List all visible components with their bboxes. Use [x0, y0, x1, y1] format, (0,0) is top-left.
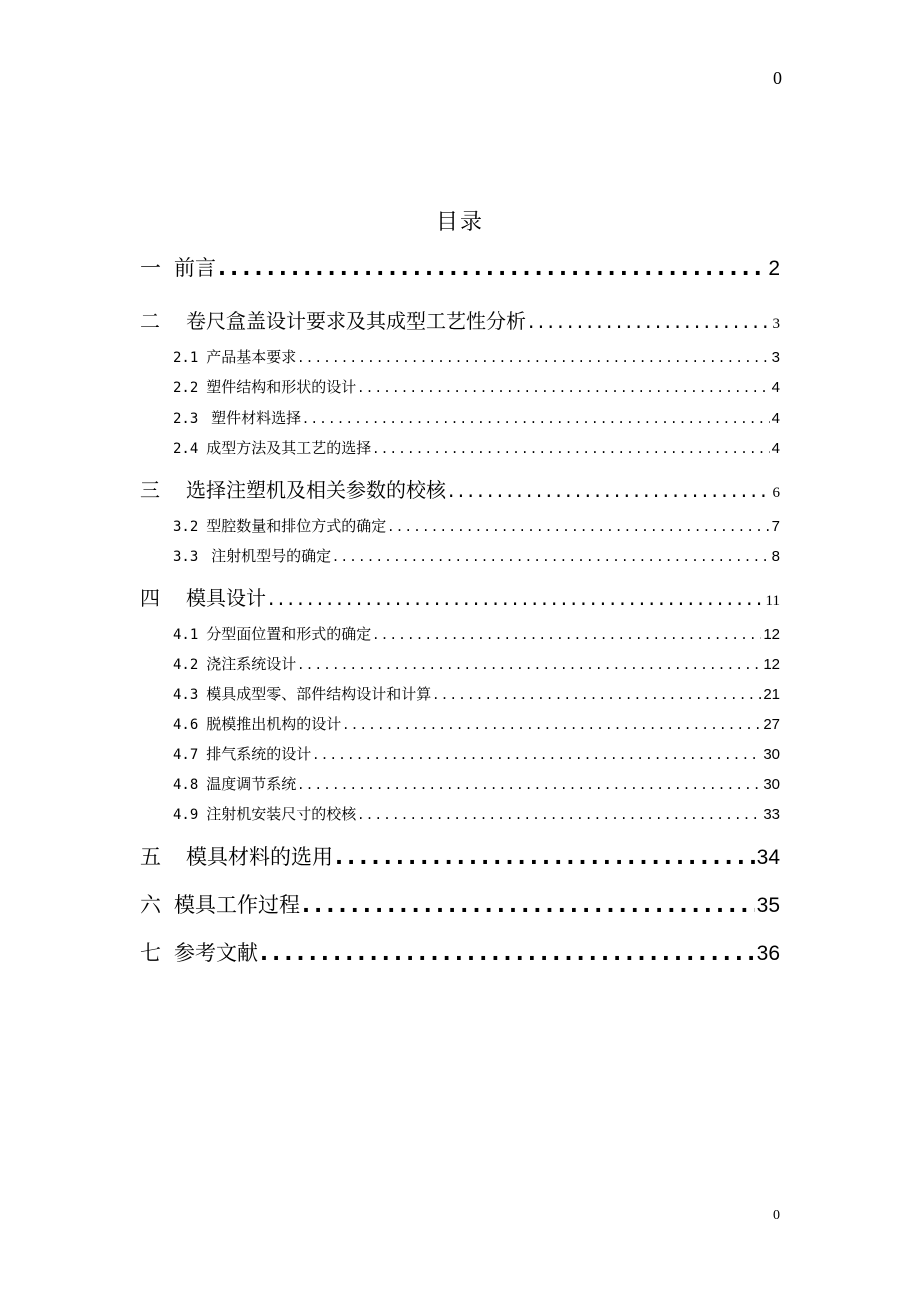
dot-leader: [313, 745, 761, 763]
dot-leader: [333, 547, 770, 565]
toc-entry-chapter-5[interactable]: [140, 841, 780, 871]
toc-entry-label: 模具成型零、部件结构设计和计算: [206, 685, 432, 703]
toc-entry-page: 6: [772, 485, 780, 501]
toc-entry-page: 4: [771, 410, 780, 427]
dot-leader: [358, 805, 761, 823]
toc-entry-section[interactable]: [140, 515, 780, 536]
toc-entry-label: 塑件结构和形状的设计: [206, 378, 357, 396]
toc-entry-page: 12: [763, 656, 780, 673]
toc-entry-section[interactable]: [140, 713, 780, 734]
dot-leader: [373, 625, 761, 643]
dot-leader: [373, 439, 769, 457]
dot-leader: [335, 845, 755, 869]
toc-entry-label: 型腔数量和排位方式的确定: [206, 517, 387, 535]
toc-entry-number: 一: [140, 256, 161, 280]
toc-entry-number: 4.6: [173, 717, 199, 733]
toc-entry-page: 30: [763, 776, 780, 793]
toc-entry-section[interactable]: [140, 407, 780, 428]
toc-entry-number: 2.4: [173, 441, 199, 457]
toc-entry-page: 33: [763, 806, 780, 823]
toc-entry-page: 3: [771, 349, 780, 366]
toc-entry-page: 2: [768, 257, 780, 280]
toc-entry-chapter-1[interactable]: [140, 252, 780, 282]
toc-entry-page: 35: [756, 894, 780, 917]
dot-leader: [298, 655, 761, 673]
toc-entry-number: 四: [140, 586, 160, 610]
page-title: 目录: [435, 210, 484, 235]
dot-leader: [528, 309, 771, 333]
page-number-bottom: 0: [773, 1208, 780, 1223]
toc-entry-number: 4.9: [173, 807, 199, 823]
dot-leader: [268, 586, 764, 610]
toc-entry-label: 模具工作过程: [174, 893, 300, 917]
toc-entry-page: 11: [765, 593, 780, 609]
toc-entry-page: 34: [756, 846, 780, 869]
toc-entry-page: 36: [756, 942, 780, 965]
toc-entry-label: 成型方法及其工艺的选择: [206, 439, 372, 457]
toc-entry-chapter-3[interactable]: [140, 474, 780, 503]
toc-entry-page: 27: [763, 716, 780, 733]
toc-entry-section[interactable]: [140, 376, 780, 397]
toc-entry-page: 30: [763, 746, 780, 763]
toc-entry-number: 二: [140, 309, 160, 333]
toc-entry-page: 21: [763, 686, 780, 703]
toc-entry-label: 脱模推出机构的设计: [206, 715, 342, 733]
toc-entry-label: 温度调节系统: [206, 775, 297, 793]
dot-leader: [448, 478, 771, 502]
toc-entry-number: 三: [140, 478, 160, 502]
dot-leader: [298, 348, 769, 366]
toc-entry-label: 前言: [174, 256, 216, 280]
toc-entry-chapter-6[interactable]: [140, 889, 780, 919]
page-number-top: 0: [773, 68, 782, 88]
toc-entry-label: 模具设计: [186, 586, 266, 610]
dot-leader: [260, 941, 755, 965]
toc-entry-label: 产品基本要求: [206, 348, 297, 366]
toc-entry-number: 3.2: [173, 519, 199, 535]
toc-entry-page: 3: [772, 316, 780, 332]
dot-leader: [343, 715, 761, 733]
toc-entry-page: 8: [771, 548, 780, 565]
toc-entry-section[interactable]: [140, 803, 780, 824]
toc-entry-section[interactable]: [140, 437, 780, 458]
toc-entry-page: 4: [771, 379, 780, 396]
dot-leader: [302, 893, 755, 917]
toc-entry-number: 4.7: [173, 747, 199, 763]
toc-entry-section[interactable]: [140, 743, 780, 764]
toc-entry-label: 卷尺盒盖设计要求及其成型工艺性分析: [186, 309, 526, 333]
dot-leader: [433, 685, 761, 703]
toc-entry-number: 3.3: [173, 549, 199, 565]
toc-entry-chapter-4[interactable]: [140, 582, 780, 611]
toc-entry-label: 模具材料的选用: [186, 845, 333, 869]
toc-entry-section[interactable]: [140, 623, 780, 644]
toc-entry-section[interactable]: [140, 346, 780, 367]
toc-entry-section[interactable]: [140, 653, 780, 674]
toc-entry-chapter-7[interactable]: [140, 937, 780, 967]
dot-leader: [303, 409, 770, 427]
toc-entry-page: 12: [763, 626, 780, 643]
toc-entry-label: 选择注塑机及相关参数的校核: [186, 478, 446, 502]
toc-entry-label: 注射机型号的确定: [206, 547, 332, 565]
toc-entry-number: 2.1: [173, 350, 199, 366]
toc-entry-number: 六: [140, 893, 161, 917]
toc-entry-chapter-2[interactable]: [140, 305, 780, 334]
dot-leader: [298, 775, 761, 793]
toc-entry-label: 参考文献: [174, 941, 258, 965]
toc-entry-number: 2.3: [173, 411, 199, 427]
toc-entry-label: 塑件材料选择: [206, 409, 302, 427]
toc-entry-number: 4.3: [173, 687, 199, 703]
toc-entry-number: 4.2: [173, 657, 199, 673]
dot-leader: [388, 517, 769, 535]
toc-entry-section[interactable]: [140, 545, 780, 566]
dot-leader: [358, 378, 769, 396]
toc-entry-label: 注射机安装尺寸的校核: [206, 805, 357, 823]
toc-entry-section[interactable]: [140, 683, 780, 704]
toc-entry-number: 4.1: [173, 627, 199, 643]
toc-entry-section[interactable]: [140, 773, 780, 794]
toc-entry-number: 4.8: [173, 777, 199, 793]
dot-leader: [218, 256, 766, 280]
toc-entry-label: 排气系统的设计: [206, 745, 312, 763]
toc-entry-page: 7: [771, 518, 780, 535]
toc-entry-page: 4: [771, 440, 780, 457]
toc-entry-number: 七: [140, 941, 161, 965]
toc-entry-number: 2.2: [173, 380, 199, 396]
toc-entry-label: 浇注系统设计: [206, 655, 297, 673]
toc-entry-label: 分型面位置和形式的确定: [206, 625, 372, 643]
toc-entry-number: 五: [140, 845, 161, 869]
